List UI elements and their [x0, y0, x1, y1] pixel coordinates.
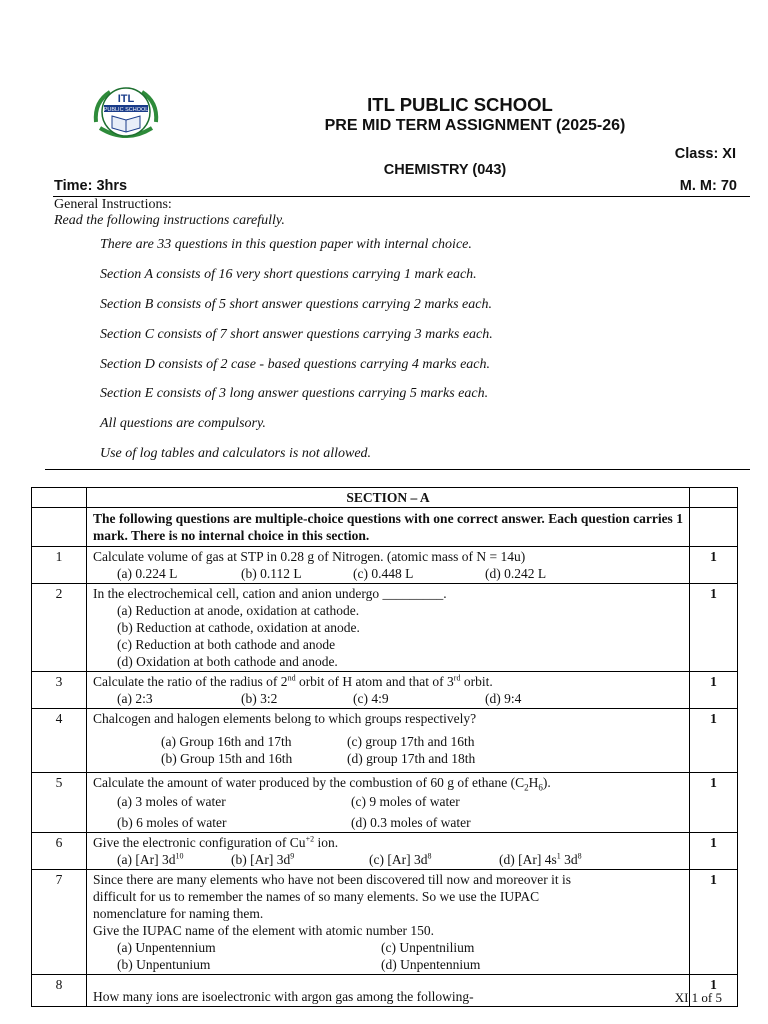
- max-marks-label: M. M: 70: [679, 178, 737, 194]
- instruction-item: There are 33 questions in this question paper with internal choice.: [78, 237, 493, 267]
- question-text: Calculate the ratio of the radius of 2nd orbit of H atom and that of 3rd orbit.: [93, 673, 493, 689]
- instructions-divider: [45, 469, 750, 470]
- table-row: [32, 975, 738, 1007]
- option-d: (d) 9:4: [485, 691, 522, 706]
- section-intro: The following questions are multiple-choice questions with one correct answer. Each question carries 1 mark. There is no internal choice in this section.: [87, 508, 690, 547]
- question-text: How many ions are isoelectronic with argon gas among the following-: [93, 989, 474, 1004]
- svg-text:ITL: ITL: [117, 93, 135, 105]
- bullet-icon: [78, 297, 100, 327]
- option-d: (d) Oxidation at both cathode and anode.: [117, 654, 338, 669]
- bullet-icon: [78, 327, 100, 357]
- instructions-heading: General Instructions:: [54, 197, 172, 212]
- question-text: Calculate volume of gas at STP in 0.28 g of Nitrogen. (atomic mass of N = 14u): [93, 549, 526, 564]
- instruction-item: Section E consists of 3 long answer questions carrying 5 marks each.: [78, 386, 493, 416]
- exam-title: PRE MID TERM ASSIGNMENT (2025-26): [324, 117, 626, 134]
- instruction-item: Section B consists of 5 short answer questions carrying 2 marks each.: [78, 297, 493, 327]
- question-text-line: Give the IUPAC name of the element with atomic number 150.: [93, 923, 435, 938]
- question-text: Calculate the amount of water produced by the combustion of 60 g of ethane $(C_2H_6)$.: [93, 775, 551, 793]
- option-a: (a) Reduction at anode, oxidation at cathode.: [117, 603, 360, 618]
- options: [93, 939, 683, 973]
- option-b: (b) 3:2: [241, 691, 278, 706]
- option-c: (c) 4:9: [353, 691, 389, 706]
- option-b: (b) [Ar] $3d^9$: [231, 851, 295, 867]
- option-c: (c) Reduction at both cathode and anode: [117, 637, 336, 652]
- table-row: [32, 547, 738, 584]
- question-body: [87, 773, 690, 833]
- option-d: (d) group 17th and 18th: [347, 751, 476, 766]
- question-text: Chalcogen and halogen elements belong to which groups respectively?: [93, 711, 477, 726]
- marks: 1: [690, 833, 738, 870]
- marks: 1: [690, 870, 738, 975]
- question-number: 3: [32, 672, 87, 709]
- table-row: [32, 870, 738, 975]
- time-label: Time: 3hrs: [54, 178, 128, 194]
- class-label: Class: XI: [674, 146, 736, 162]
- instruction-item: Section A consists of 16 very short questions carrying 1 mark each.: [78, 267, 493, 297]
- option-a: (a) 2:3: [117, 691, 153, 706]
- instruction-item: All questions are compulsory.: [78, 416, 493, 446]
- option-b: (b) Unpentunium: [117, 957, 211, 972]
- question-number: 5: [32, 773, 87, 833]
- marks: 1: [690, 709, 738, 773]
- option-d: (d) 0.242 L: [485, 566, 547, 581]
- question-body: [87, 709, 690, 773]
- table-row: [32, 672, 738, 709]
- bullet-icon: [78, 386, 100, 416]
- marks: 1: [690, 975, 738, 1007]
- option-d: (d) Unpentennium: [381, 957, 481, 972]
- instruction-item: Section C consists of 7 short answer questions carrying 3 marks each.: [78, 327, 493, 357]
- table-row: [32, 773, 738, 833]
- question-body: [87, 584, 690, 672]
- option-c: (c) group 17th and 16th: [347, 734, 475, 749]
- section-title: SECTION – A: [87, 488, 690, 508]
- question-text-line: difficult for us to remember the names of so many elements. So we use the IUPAC: [93, 889, 540, 904]
- question-body: [87, 672, 690, 709]
- question-body: [87, 833, 690, 870]
- question-text: Give the electronic configuration of $Cu^{+2}$ ion.: [93, 834, 339, 850]
- option-a: (a) [Ar] $3d^{10}$: [117, 851, 184, 867]
- marks: 1: [690, 672, 738, 709]
- marks: 1: [690, 584, 738, 672]
- bullet-icon: [78, 267, 100, 297]
- option-a: (a) 3 moles of water: [117, 794, 226, 809]
- school-name: ITL PUBLIC SCHOOL: [367, 94, 553, 115]
- instructions-subheading: Read the following instructions carefully.: [54, 213, 285, 228]
- option-c: (c) [Ar] $3d^8$: [369, 851, 432, 867]
- question-number: 1: [32, 547, 87, 584]
- option-c: (c) Unpentnilium: [381, 940, 475, 955]
- question-number: 7: [32, 870, 87, 975]
- option-b: (b) 0.112 L: [241, 566, 302, 581]
- svg-text:PUBLIC SCHOOL: PUBLIC SCHOOL: [103, 107, 149, 113]
- table-row: [32, 584, 738, 672]
- question-table: [31, 487, 738, 1007]
- options: [93, 733, 683, 767]
- options: [93, 793, 683, 831]
- table-row: [32, 833, 738, 870]
- marks: 1: [690, 773, 738, 833]
- question-body: [87, 870, 690, 975]
- instruction-list: [78, 237, 493, 476]
- subject-label: CHEMISTRY (043): [383, 162, 507, 178]
- question-text-line: Since there are many elements who have not been discovered till now and moreover it is: [93, 872, 571, 887]
- bullet-icon: [78, 237, 100, 267]
- option-a: (a) Unpentennium: [117, 940, 216, 955]
- question-number: 4: [32, 709, 87, 773]
- option-b: (b) Group 15th and 16th: [161, 751, 293, 766]
- question-body: [87, 547, 690, 584]
- section-intro-row: [32, 508, 738, 547]
- question-number: 6: [32, 833, 87, 870]
- options: [93, 565, 683, 582]
- option-c: (c) 9 moles of water: [351, 794, 460, 809]
- question-body: [87, 975, 690, 1007]
- page-number: XI 1 of 5: [674, 990, 722, 1005]
- option-d: (d) [Ar] $4s^1$ $3d^8$: [499, 851, 582, 867]
- question-number: 8: [32, 975, 87, 1007]
- option-d: (d) 0.3 moles of water: [351, 815, 471, 830]
- options: [93, 851, 683, 868]
- bullet-icon: [78, 357, 100, 387]
- bullet-icon: [78, 446, 100, 476]
- question-text: In the electrochemical cell, cation and anion undergo _________.: [93, 586, 447, 601]
- question-number: 2: [32, 584, 87, 672]
- option-b: (b) Reduction at cathode, oxidation at anode.: [117, 620, 360, 635]
- option-a: (a) Group 16th and 17th: [161, 734, 292, 749]
- table-row: [32, 709, 738, 773]
- option-b: (b) 6 moles of water: [117, 815, 227, 830]
- instruction-item: Use of log tables and calculators is not allowed.: [78, 446, 493, 476]
- bullet-icon: [78, 416, 100, 446]
- marks: 1: [690, 547, 738, 584]
- instruction-item: Section D consists of 2 case - based questions carrying 4 marks each.: [78, 357, 493, 387]
- section-header-row: [32, 488, 738, 508]
- option-c: (c) 0.448 L: [353, 566, 414, 581]
- question-text-line: nomenclature for naming them.: [93, 906, 264, 921]
- options: [93, 602, 683, 670]
- option-a: (a) 0.224 L: [117, 566, 178, 581]
- options: [93, 690, 683, 707]
